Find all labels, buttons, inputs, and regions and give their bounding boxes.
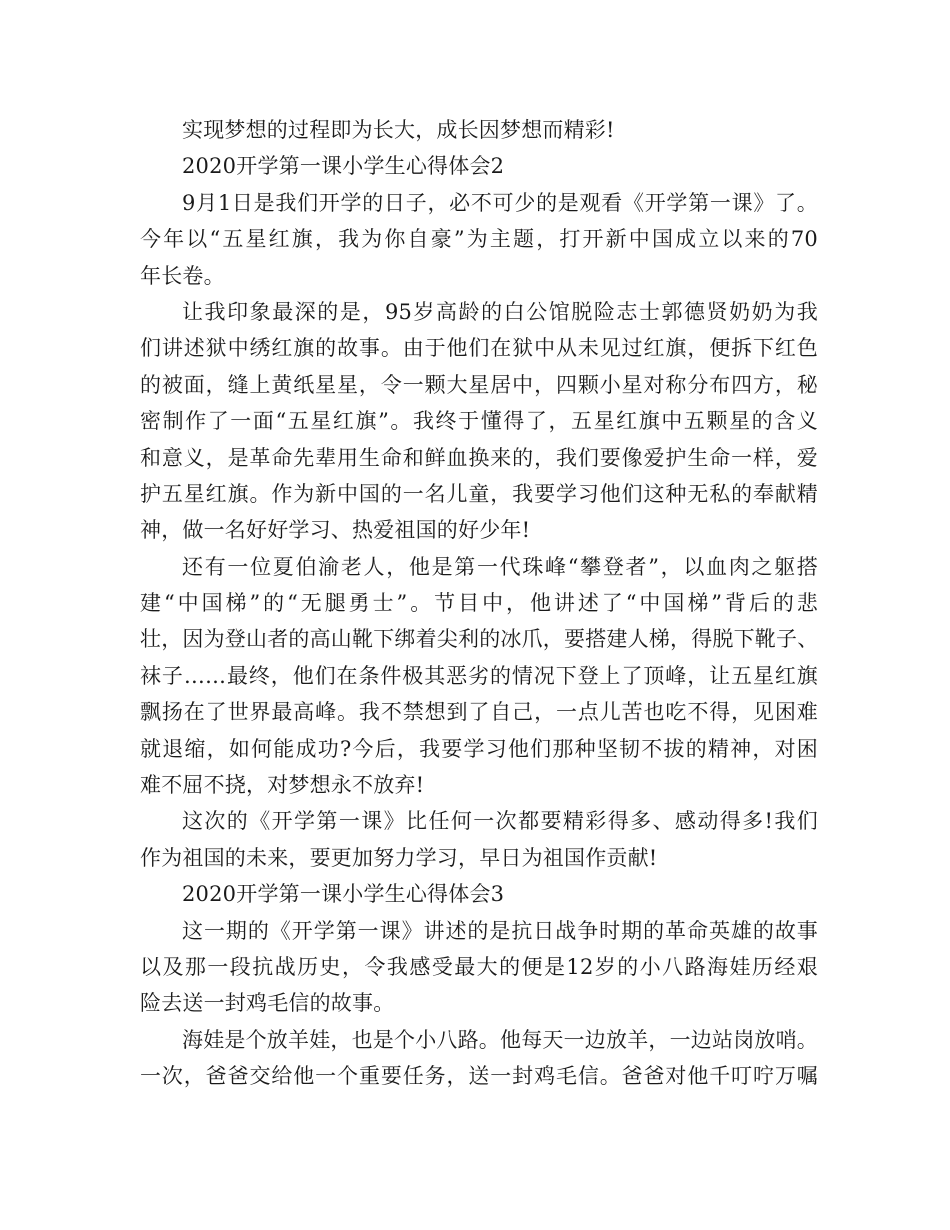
text-line: 壮，因为登山者的高山靴下绑着尖利的冰爪，要搭建人梯，得脱下靴子、 [140, 627, 819, 652]
text-line: 们讲述狱中绣红旗的故事。由于他们在狱中从未见过红旗，便拆下红色 [140, 336, 818, 361]
text-line: 海娃是个放羊娃，也是个小八路。他每天一边放羊，一边站岗放哨。 [182, 1027, 818, 1052]
text-line: 还有一位夏伯渝老人，他是第一代珠峰“攀登者”，以血肉之躯搭 [182, 554, 818, 579]
text-line: 作为祖国的未来，要更加努力学习，早日为祖国作贡献! [140, 845, 658, 870]
text-line: 9月1日是我们开学的日子，必不可少的是观看《开学第一课》了。 [182, 190, 818, 215]
text-line: 神，做一名好好学习、热爱祖国的好少年! [140, 518, 531, 543]
text-line: 袜子……最终，他们在条件极其恶劣的情况下登上了顶峰，让五星红旗 [140, 663, 818, 688]
text-line: 2020开学第一课小学生心得体会3 [182, 882, 505, 907]
text-line: 一次，爸爸交给他一个重要任务，送一封鸡毛信。爸爸对他千叮咛万嘱 [140, 1064, 818, 1089]
text-line: 险去送一封鸡毛信的故事。 [140, 991, 395, 1016]
text-line: 建“中国梯”的“无腿勇士”。节目中，他讲述了“中国梯”背后的悲 [140, 591, 818, 616]
text-line: 和意义，是革命先辈用生命和鲜血换来的，我们要像爱护生命一样，爱 [140, 445, 818, 470]
text-line: 密制作了一面“五星红旗”。我终于懂得了，五星红旗中五颗星的含义 [140, 409, 818, 434]
text-line: 护五星红旗。作为新中国的一名儿童，我要学习他们这种无私的奉献精 [140, 481, 818, 506]
text-line: 实现梦想的过程即为长大，成长因梦想而精彩! [182, 118, 615, 142]
text-line: 这一期的《开学第一课》讲述的是抗日战争时期的革命英雄的故事 [182, 918, 818, 943]
text-line: 的被面，缝上黄纸星星，令一颗大星居中，四颗小星对称分布四方，秘 [140, 372, 818, 397]
document-page [140, 112, 818, 1095]
text-line: 这次的《开学第一课》比任何一次都要精彩得多、感动得多!我们 [182, 809, 818, 834]
text-line: 以及那一段抗战历史，令我感受最大的便是12岁的小八路海娃历经艰 [140, 954, 818, 979]
text-line: 难不屈不挠，对梦想永不放弃! [140, 773, 425, 798]
text-line: 让我印象最深的是，95岁高龄的白公馆脱险志士郭德贤奶奶为我 [182, 299, 818, 324]
text-line: 今年以“五星红旗，我为你自豪”为主题，打开新中国成立以来的70 [140, 227, 818, 252]
text-line: 飘扬在了世界最高峰。我不禁想到了自己，一点儿苦也吃不得，见困难 [140, 700, 818, 725]
text-line: 2020开学第一课小学生心得体会2 [182, 154, 505, 179]
text-line: 年长卷。 [140, 263, 225, 288]
text-line: 就退缩，如何能成功?今后，我要学习他们那种坚韧不拔的精神，对困 [140, 736, 818, 761]
